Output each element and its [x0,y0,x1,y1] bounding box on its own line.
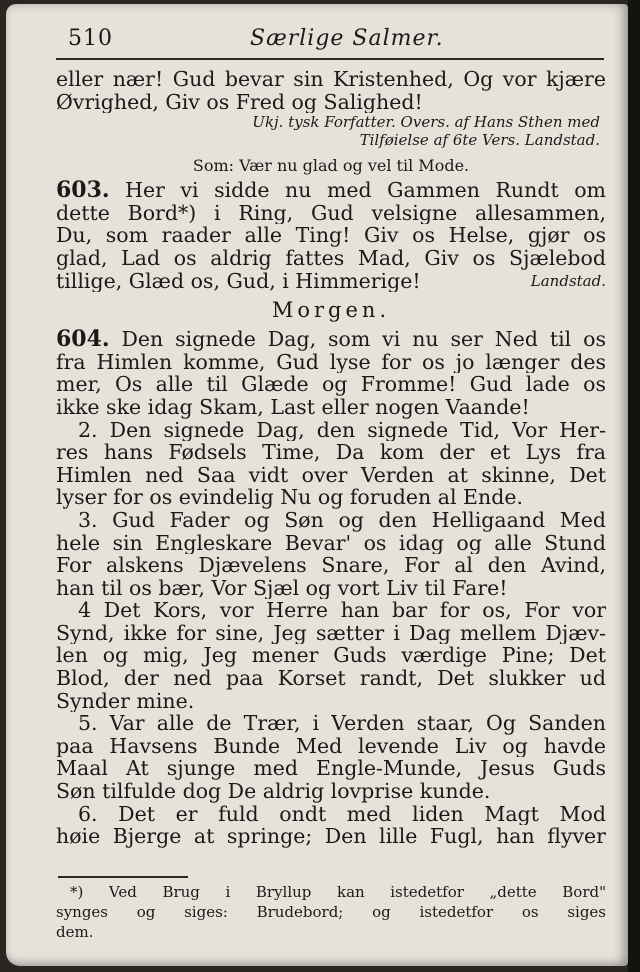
verse-4-line: 4 Det Kors, vor Herre han bar for os, For vor [78,599,606,622]
verse-4-line: Synder mine. [56,689,195,713]
hymn-first-line [56,328,606,351]
verse-line: dette Bord*) i Ring, Gud velsigne allesammen, [56,201,606,225]
verse-5-line: Søn tilfulde dog De aldrig lovprise kunde. [56,780,491,803]
verse-line: mer, Os alle til Glæde og Fromme! Gud lade os [56,373,606,396]
footnote-line: dem. [56,923,94,941]
verse-line: glad, Lad os aldrig fattes Mad, Giv os Sjælebod [56,246,606,270]
verse-6-line: høie Bjerge at springe; Den lille Fugl, han flyver [56,825,606,848]
verse-4-line: Blod, der ned paa Korset randt, Det slukker ud [56,667,606,690]
hymn-attribution: Tilføielse af 6te Vers. Landstad. [359,131,600,150]
verse-6-line: 6. Det er fuld ondt med liden Magt Mod [78,802,606,826]
section-heading: Morgen. [271,298,391,323]
verse-2-line: Himlen ned Saa vidt over Verden at skinne, Det [56,463,606,487]
book-page [6,4,628,966]
verse-line: ikke ske idag Skam, Last eller nogen Vaande! [56,395,530,419]
hymn-603 [56,149,606,292]
verse-3-line: For alskens Djævelens Snare, For al den Avind, [56,554,606,577]
verse-line: eller nær! Gud bevar sin Kristenhed, Og vor kjære [56,68,606,91]
tune-reference: Som: Vær nu glad og vel til Mode. [192,156,470,176]
hymn-602-ending [56,68,606,149]
footnote-line: synges og siges: Brudebord; og istedetfor os siges [56,903,606,921]
footnote [56,882,606,942]
page-header [62,26,610,60]
verse-5-line: 5. Var alle de Trær, i Verden staar, Og Sanden [78,712,606,735]
hymn-first-line [56,179,606,202]
verse-3-line: han til os bær, Vor Sjæl og vort Liv til Fare! [56,576,508,600]
verse-line-with-author [56,270,606,293]
book-gutter-shadow [628,0,640,972]
hymn-author: Landstad. [530,271,606,290]
running-title: Særlige Salmer. [250,26,444,51]
verse-text: tillige, Glæd os, Gud, i Himmerige! [56,269,421,293]
verse-4-line: Synd, ikke for sine, Jeg sætter i Dag mellem Djæv- [56,621,606,645]
verse-text: Den signede Dag, som vi nu ser Ned til os [121,328,606,351]
hymn-attribution: Ukj. tysk Forfatter. Overs. af Hans Sthen med [252,113,600,132]
verse-2-line: lyser for os evindelig Nu og foruden al Ende. [56,486,523,509]
verse-text: Her vi sidde nu med Gammen Rundt om [125,179,606,202]
verse-line: Du, som raader alle Ting! Giv os Helse, gjør os [56,224,606,247]
verse-2-line: 2. Den signede Dag, den signede Tid, Vor Her- [78,418,606,442]
page-body [56,68,606,848]
footnote-rule [58,876,188,878]
footnote-line: *) Ved Brug i Bryllup kan istedetfor „dette Bord" [70,883,606,901]
page-number: 510 [68,26,113,51]
verse-5-line: Maal At sjunge med Engle-Munde, Jesus Guds [56,757,606,781]
hymn-number: 603. [56,179,110,202]
hymn-number: 604. [56,328,110,351]
header-rule [56,58,604,60]
verse-5-line: paa Havsens Bunde Med levende Liv og havde [56,734,606,758]
verse-line: Øvrighed, Giv os Fred og Salighed! [56,90,423,114]
verse-3-line: hele sin Engleskare Bevar' os idag og alle Stund [56,531,606,555]
verse-4-line: len og mig, Jeg mener Guds værdige Pine; Det [56,644,606,668]
hymn-604 [56,328,606,848]
verse-line: fra Himlen komme, Gud lyse for os jo længer des [56,350,606,374]
verse-3-line: 3. Gud Fader og Søn og den Helligaand Med [78,508,606,532]
verse-2-line: res hans Fødsels Time, Da kom der et Lys fra [56,441,606,464]
